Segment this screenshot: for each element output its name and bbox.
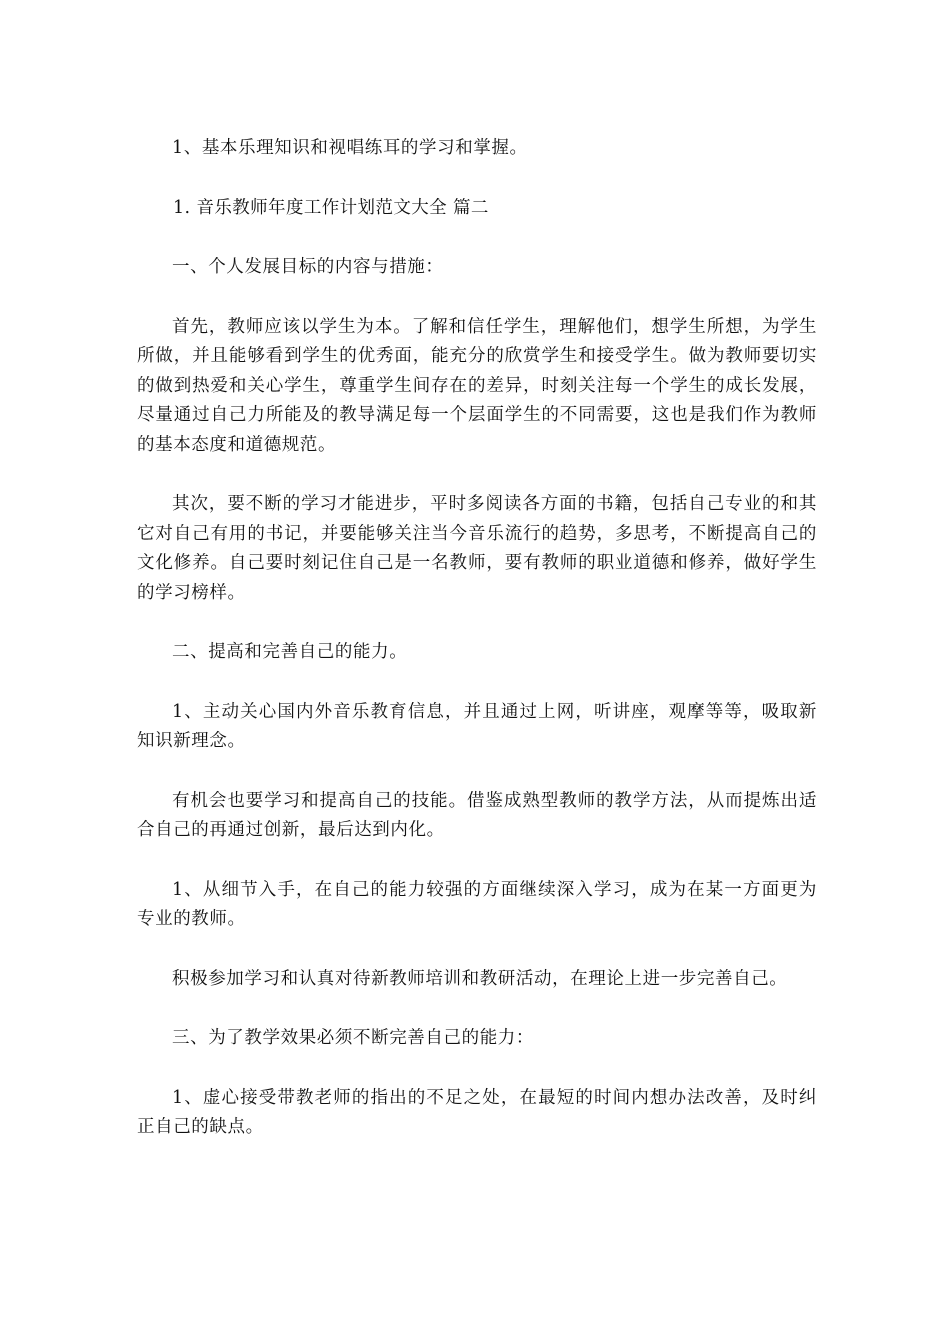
heading-improve-abilities: 二、提高和完善自己的能力。 [172,642,408,662]
paragraph-item-1: 1、基本乐理知识和视唱练耳的学习和掌握。 [172,138,528,158]
paragraph-skills: 有机会也要学习和提高自己的技能。借鉴成熟型教师的教学方法，从而提炼出适合自己的再通过创新，最后达到内化。 [137,790,817,840]
paragraph-details: 1、从细节入手，在自己的能力较强的方面继续深入学习，成为在某一方面更为专业的教师。 [137,879,817,929]
heading-personal-goals: 一、个人发展目标的内容与措施： [172,257,444,277]
paragraph-continuous-learning: 其次，要不断的学习才能进步，平时多阅读各方面的书籍，包括自己专业的和其它对自己有用的书记，并要能够关注当今音乐流行的趋势，多思考，不断提高自己的文化修养。自己要时刻记住自己是一名教师，要有教师的职业道德和修养，做好学生的学习榜样。 [137,494,817,603]
paragraph-student-centered: 首先，教师应该以学生为本。了解和信任学生，理解他们，想学生所想，为学生所做，并且能够看到学生的优秀面，能充分的欣赏学生和接受学生。做为教师要切实的做到热爱和关心学生，尊重学生间存在的差异，时刻关注每一个学生的成长发展，尽量通过自己力所能及的教导满足每一个层面学生的不同需要，这也是我们作为教师的基本态度和道德规范。 [137,316,817,455]
section-title: 1. 音乐教师年度工作计划范文大全 篇二 [173,197,489,218]
heading-teaching-effect: 三、为了教学效果必须不断完善自己的能力： [172,1028,534,1048]
paragraph-education-info: 1、主动关心国内外音乐教育信息，并且通过上网，听讲座，观摩等等，吸取新知识新理念。 [137,701,817,751]
paragraph-accept-feedback: 1、虚心接受带教老师的指出的不足之处，在最短的时间内想办法改善，及时纠正自己的缺点。 [137,1087,817,1137]
paragraph-training: 积极参加学习和认真对待新教师培训和教研活动，在理论上进一步完善自己。 [172,968,788,989]
document-body [137,134,817,1173]
